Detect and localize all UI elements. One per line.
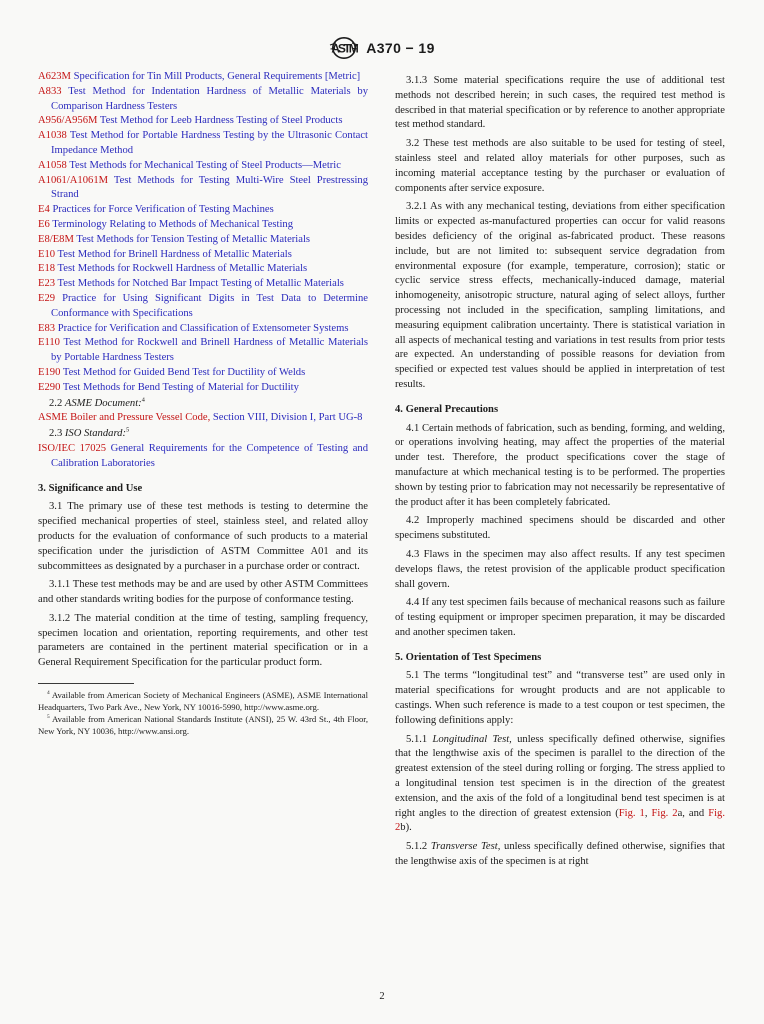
footnote-superscript: 4 (47, 690, 50, 697)
reference-title-link[interactable]: Test Methods for Notched Bar Impact Testing of Metallic Materials (57, 278, 344, 290)
reference-item (38, 70, 368, 85)
reference-code-link[interactable]: E23 (38, 278, 56, 290)
footnote-superscript: 5 (126, 426, 130, 434)
reference-code-link[interactable]: A1061/A1061M (38, 174, 109, 186)
left-column (38, 70, 368, 870)
paragraph (395, 514, 725, 544)
body-text: 3.2.1 As with any mechanical testing, deviations from either specification limits or expected as-manufactured properties can occur for valid reasons besides deficiency of the original as-fabricated product. These reasons include, but are not limited to: subsequent service degradation from environmental exposure (for example, temperature, corrosion); static or cyclic service stress effects, mechanically-induced damage, material inhomogeneity, anisotropic structure, natural aging of select alloys, further processing not included in the specification, sampling limitations, and measuring equipment calibration uncertainty. There is statistical variation in all aspects of mechanical testing and variations in test results from prior tests are expected. An understanding of possible reasons for deviation from specified or expected test values should be applied in interpretation of test results. (395, 201, 725, 390)
italic-text: Longitudinal Test, (432, 733, 512, 745)
paragraph (395, 137, 725, 196)
figure-link[interactable]: Fig. 1 (618, 807, 645, 819)
reference-code-link[interactable]: E29 (38, 292, 56, 304)
paragraph (395, 548, 725, 592)
body-text: 3.1.2 The material condition at the time of testing, sampling frequency, specimen location and orientation, reporting requirements, and other test parameters are contained in the pertinent material specification or in a General Requirement Specification for the particular product form. (38, 612, 368, 669)
reference-code-link[interactable]: E110 (38, 337, 60, 349)
body-text: 4.2 Improperly machined specimens should be discarded and other specimens substituted. (395, 515, 725, 542)
reference-code-link[interactable]: A1058 (38, 159, 67, 171)
reference-code-link[interactable]: A1038 (38, 130, 67, 142)
reference-title-link[interactable]: Test Methods for Testing Multi-Wire Steel Prestressing Strand (51, 174, 368, 201)
paragraph (38, 612, 368, 671)
reference-code-link[interactable]: E83 (38, 322, 56, 334)
body-text: 4.1 Certain methods of fabrication, such as bending, forming, and welding, or operations involving heating, may affect the properties of the material under test. Therefore, the product specifications cover the stage of manufacture at which mechanical testing is to be performed. The properties shown by testing prior to fabrication may not necessarily be representative of the product after it has been completely fabricated. (395, 422, 725, 508)
italic-text: Transverse Test, (430, 841, 501, 853)
body-text: 5.1.1 (406, 733, 433, 745)
reference-code-link[interactable]: E4 (38, 204, 50, 216)
reference-item (38, 218, 368, 233)
reference-item (38, 233, 368, 248)
italic-text: ISO Standard: (64, 428, 126, 440)
reference-item (38, 85, 368, 115)
astm-logo-icon (329, 36, 359, 60)
reference-code-link[interactable]: E8/E8M (38, 233, 74, 245)
italic-text: ASME Document: (64, 397, 142, 409)
reference-title-link[interactable]: Practices for Force Verification of Testing Machines (52, 204, 274, 216)
footnote (38, 690, 368, 713)
reference-code-link[interactable]: E190 (38, 366, 61, 378)
page-number: 2 (379, 991, 385, 1002)
reference-code-link[interactable]: E18 (38, 263, 56, 275)
reference-title-link[interactable]: Test Methods for Bend Testing of Material for Ductility (62, 381, 299, 393)
reference-code-link[interactable]: E6 (38, 218, 50, 230)
body-text: 3.1 The primary use of these test methods is testing to determine the specified mechanical properties of steel, stainless steel, and related alloy products for the evaluation of conformance of such products to a material specification under the jurisdiction of ASTM Committee A01 and its subcommittees as designated by a purchaser in a purchase order or contract. (38, 501, 368, 572)
section-heading: 5. Orientation of Test Specimens (395, 651, 542, 663)
reference-title-link[interactable]: Test Methods for Mechanical Testing of Steel Products—Metric (69, 159, 341, 171)
reference-item (38, 366, 368, 381)
paragraph (38, 427, 368, 442)
reference-item (38, 292, 368, 322)
reference-title-link[interactable]: Section VIII, Division I, Part UG-8 (212, 412, 363, 424)
body-text: Available from American National Standards Institute (ANSI), 25 W. 43rd St., 4th Floor, New York, NY 10036, http://www.ansi.org. (38, 714, 368, 736)
page-header (0, 36, 764, 60)
paragraph (395, 422, 725, 511)
right-column (395, 70, 725, 870)
reference-title-link[interactable]: Test Method for Guided Bend Test for Ductility of Welds (62, 366, 306, 378)
reference-title-link[interactable]: General Requirements for the Competence of Testing and Calibration Laboratories (51, 442, 368, 469)
paragraph (395, 840, 725, 870)
reference-item (38, 159, 368, 174)
reference-item (38, 262, 368, 277)
body-text: unless specifically defined otherwise, signifies that the lengthwise axis of the specimen is parallel to the direction of the greatest extension of the steel during rolling or forging. The stress applied to a longitudinal tension test specimen is in the direction of the greatest extension, and the axis of the fold of a longitudinal bend test specimen is at right angles to the direction of greatest extension ( (395, 733, 725, 819)
body-text: 2.3 (49, 428, 65, 440)
reference-code-link[interactable]: ASME Boiler and Pressure Vessel Code, (38, 412, 211, 424)
reference-item (38, 442, 368, 472)
paragraph (395, 733, 725, 837)
body-text: 4.4 If any test specimen fails because of mechanical reasons such as failure of testing equipment or improper specimen preparation, it may be discarded and another specimen taken. (395, 597, 725, 638)
paragraph (38, 500, 368, 574)
body-text: 2.2 (49, 397, 65, 409)
reference-title-link[interactable]: Test Method for Indentation Hardness of Metallic Materials by Comparison Hardness Testers (51, 85, 368, 112)
reference-item (38, 381, 368, 396)
paragraph (395, 596, 725, 640)
body-text: b). (400, 822, 412, 834)
body-text: , (644, 807, 652, 819)
reference-item (38, 174, 368, 204)
body-text: 5.1.2 (406, 841, 431, 853)
reference-item (38, 114, 368, 129)
paragraph (395, 74, 725, 133)
reference-item (38, 277, 368, 292)
body-text: Available from American Society of Mechanical Engineers (ASME), ASME International Headquarters, Two Park Ave., New York, NY 10016-5990, http://www.asme.org. (38, 690, 368, 712)
standard-designation: A370 − 19 (366, 40, 435, 56)
footnote (38, 714, 368, 737)
reference-title-link[interactable]: Practice for Using Significant Digits in Test Data to Determine Conformance with Specifications (51, 292, 368, 319)
reference-title-link[interactable]: Test Method for Portable Hardness Testing by the Ultrasonic Contact Impedance Method (51, 130, 368, 156)
paragraph (38, 397, 368, 412)
reference-item (38, 129, 368, 159)
reference-code-link[interactable]: A833 (38, 85, 62, 97)
body-text: 3.1.3 Some material specifications require the use of additional test methods not described herein; in such cases, the required test method is described in that material specification or by reference to another appropriate test method standard. (395, 75, 725, 131)
reference-code-link[interactable]: E290 (38, 381, 61, 393)
paragraph (395, 669, 725, 728)
reference-title-link[interactable]: Test Method for Leeb Hardness Testing of Steel Products (99, 115, 343, 127)
reference-title-link[interactable]: Practice for Verification and Classification of Extensometer Systems (57, 322, 349, 334)
reference-code-link[interactable]: E10 (38, 248, 56, 260)
reference-title-link[interactable]: Test Methods for Tension Testing of Metallic Materials (76, 233, 311, 245)
body-text: a, and (677, 807, 709, 819)
reference-title-link[interactable]: Test Method for Brinell Hardness of Metallic Materials (57, 248, 292, 260)
reference-title-link[interactable]: Terminology Relating to Methods of Mechanical Testing (52, 218, 294, 230)
reference-item (38, 322, 368, 337)
body-text: 3.2 These test methods are also suitable to be used for testing of steel, stainless steel and related alloy materials for other purposes, such as incoming material acceptance testing by the purchaser or evaluation of components after service exposure. (395, 138, 725, 194)
svg-text:ASTM: ASTM (331, 41, 357, 56)
reference-code-link[interactable]: A956/A956M (38, 115, 98, 127)
body-text: unless specifically defined otherwise, signifies that the lengthwise axis of the specimen is at right (395, 841, 726, 868)
reference-title-link[interactable]: Test Method for Rockwell and Brinell Hardness of Metallic Materials by Portable Hardness Testers (51, 337, 368, 364)
reference-item (38, 411, 368, 426)
section-heading: 3. Significance and Use (38, 482, 143, 494)
footnote-superscript: 5 (47, 714, 50, 721)
paragraph (395, 200, 725, 392)
reference-code-link[interactable]: A623M (38, 71, 71, 82)
section-heading: 4. General Precautions (395, 403, 499, 415)
footnote-divider (38, 683, 134, 684)
figure-link[interactable]: Fig. 2 (395, 807, 725, 834)
body-text: 3.1.1 These test methods may be and are used by other ASTM Committees and other standards writing bodies for the purpose of conformance testing. (38, 579, 368, 606)
reference-code-link[interactable]: ISO/IEC 17025 (38, 442, 107, 454)
paragraph (38, 578, 368, 608)
footnote-superscript: 4 (141, 396, 145, 403)
reference-item (38, 203, 368, 218)
reference-title-link[interactable]: Test Methods for Rockwell Hardness of Metallic Materials (57, 263, 308, 275)
reference-item (38, 336, 368, 366)
figure-link[interactable]: Fig. 2 (651, 807, 678, 819)
page-footer (0, 991, 764, 1002)
reference-item (38, 248, 368, 263)
reference-title-link[interactable]: Specification for Tin Mill Products, General Requirements [Metric] (73, 71, 361, 82)
two-column-body (38, 70, 726, 870)
body-text: 5.1 The terms “longitudinal test” and “transverse test” are used only in material specifications for wrought products and are not applicable to castings. When such reference is made to a test coupon or test specimen, the following definitions apply: (395, 670, 725, 726)
body-text: 4.3 Flaws in the specimen may also affect results. If any test specimen develops flaws, the retest provision of the applicable product specification shall govern. (395, 548, 725, 590)
